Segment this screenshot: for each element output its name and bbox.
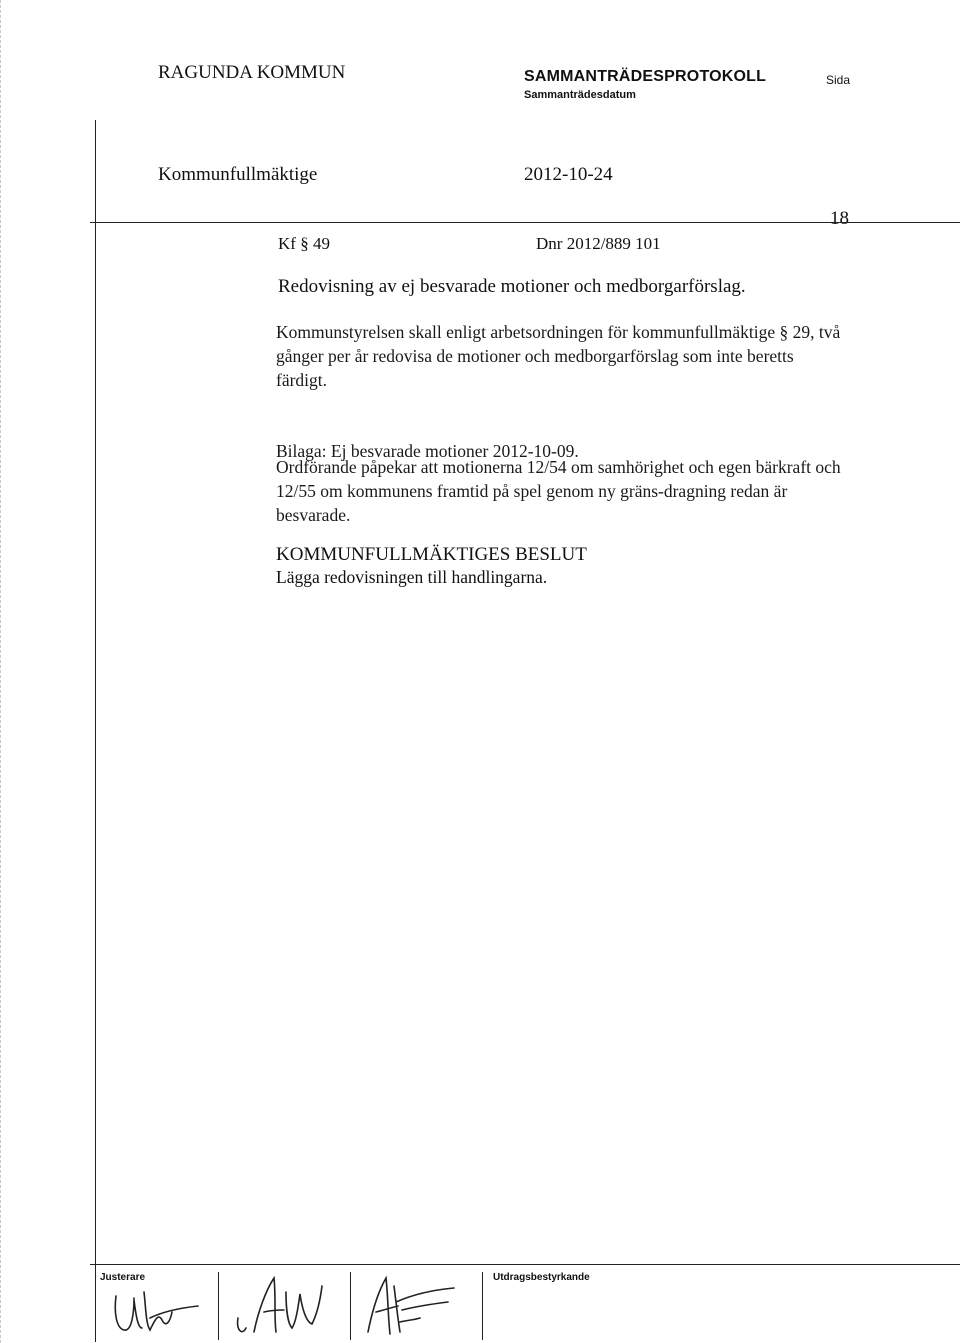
municipality-name: RAGUNDA KOMMUN: [158, 62, 346, 83]
page-number: 18: [830, 208, 849, 229]
left-margin-rule: [95, 120, 96, 1342]
signature-separator: [482, 1272, 483, 1340]
decision-heading: KOMMUNFULLMÄKTIGES BESLUT: [276, 544, 587, 565]
signature-separator: [218, 1272, 219, 1340]
signature-2: [226, 1272, 346, 1340]
case-title: Redovisning av ej besvarade motioner och medborgarförslag.: [278, 276, 746, 297]
page-label: Sida: [826, 73, 851, 87]
signature-1: [110, 1282, 205, 1340]
meeting-date: 2012-10-24: [524, 164, 613, 185]
adjuster-label: Justerare: [100, 1272, 146, 1283]
signature-separator: [350, 1272, 351, 1340]
protocol-title: SAMMANTRÄDESPROTOKOLL: [524, 68, 767, 85]
signature-3: [358, 1272, 468, 1340]
header-divider: [90, 222, 960, 223]
footer-divider: [90, 1264, 960, 1265]
case-number: Dnr 2012/889 101: [536, 234, 661, 253]
extract-certification-label: Utdragsbestyrkande: [493, 1272, 590, 1283]
paragraph-number: Kf § 49: [278, 234, 330, 253]
body-name: Kommunfullmäktige: [158, 164, 318, 185]
paragraph-body-2: Ordförande påpekar att motionerna 12/54 om samhörighet och egen bärkraft och 12/55 om kommunens framtid på spel genom ny gräns-dragning redan är besvarade.: [276, 457, 841, 525]
paragraph-body-1: Kommunstyrelsen skall enligt arbetsordningen för kommunfullmäktige § 29, två gånger per år redovisa de motioner och medborgarförslag som inte beretts färdigt.: [276, 322, 841, 390]
decision-text: Lägga redovisningen till handlingarna.: [276, 567, 548, 587]
meeting-date-label: Sammanträdesdatum: [524, 89, 636, 101]
scan-edge: [0, 0, 1, 1343]
attachment-note: Bilaga: Ej besvarade motioner 2012-10-09.: [276, 441, 579, 461]
